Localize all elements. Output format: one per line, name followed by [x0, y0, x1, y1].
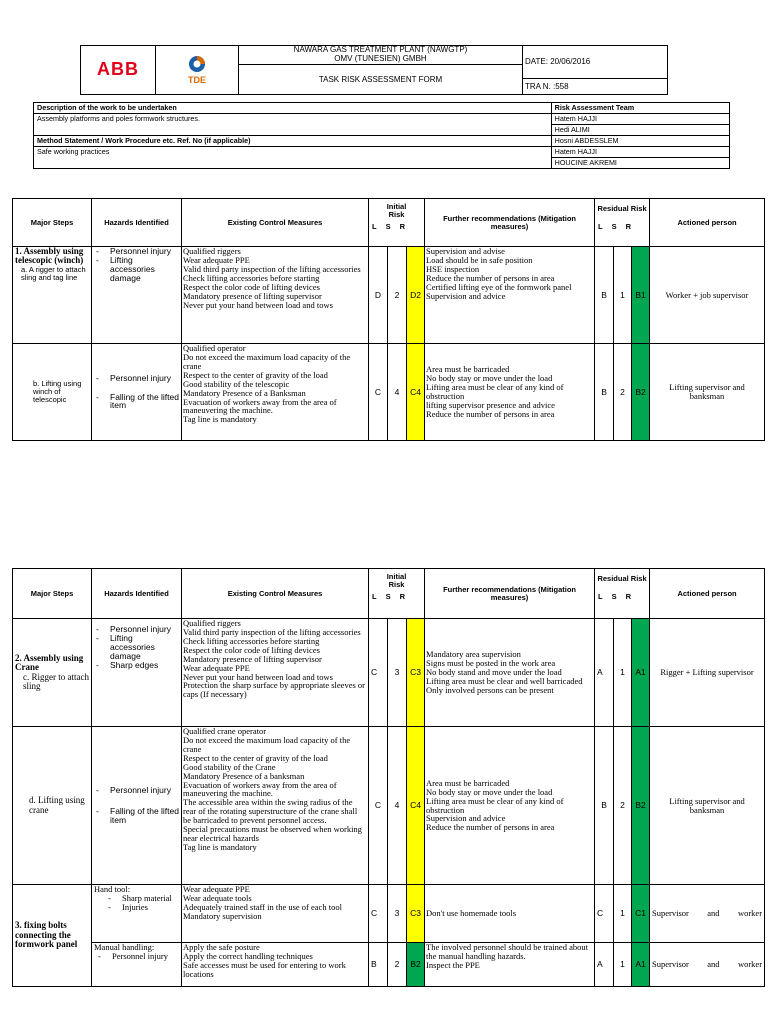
step-sub: c. Rigger to attach sling [23, 671, 89, 691]
recs-cell: Area must be barricaded No body stay or move under the load Lifting area must be clear of any kind of obstruction Supervision and advice Reduce the number of persons in area [425, 727, 595, 885]
team-member: Hosni ABDESSLEM [551, 136, 729, 147]
hazards-cell: - Personnel injury - Lifting accessories damage - Sharp edges [92, 619, 182, 727]
residual-r: C1 [632, 885, 650, 943]
initial-s: 3 [388, 885, 407, 943]
actioned-person: Worker + job supervisor [650, 247, 765, 344]
initial-r: D2 [407, 247, 425, 344]
initial-l: C [369, 727, 388, 885]
method-value: Safe working practices [34, 147, 552, 169]
initial-r: C3 [407, 885, 425, 943]
tde-logo-icon [186, 55, 208, 73]
residual-r: B2 [632, 344, 650, 441]
col-hazards: Hazards Identified [92, 569, 182, 619]
col-initial-risk: Initial Risk L S R [369, 199, 425, 247]
initial-s: 4 [388, 727, 407, 885]
initial-r: B2 [407, 943, 425, 987]
actioned-person: Supervisor and worker [650, 943, 765, 987]
initial-l: C [369, 344, 388, 441]
initial-l: B [369, 943, 388, 987]
recs-cell: Supervision and advise Load should be in safe position HSE inspection Reduce the number of persons in area Certified lifting eye of the formwork panel Supervision and advice [425, 247, 595, 344]
residual-l: A [595, 943, 614, 987]
initial-l: C [369, 619, 388, 727]
col-hazards: Hazards Identified [92, 199, 182, 247]
plant-name: NAWARA GAS TREATMENT PLANT (NAWGTP) [293, 45, 468, 54]
residual-r: A1 [632, 619, 650, 727]
step-title: 2. Assembly using Crane [15, 652, 84, 673]
abb-logo [81, 46, 156, 95]
description-table [33, 102, 730, 169]
col-controls: Existing Control Measures [182, 199, 369, 247]
col-further: Further recommendations (Mitigation measures) [425, 199, 595, 247]
residual-l: B [595, 727, 614, 885]
actioned-person: Rigger + Lifting supervisor [650, 619, 765, 727]
residual-s: 2 [614, 344, 632, 441]
form-title: TASK RISK ASSESSMENT FORM [239, 64, 523, 94]
risk-table-2 [12, 568, 765, 987]
table-row [13, 727, 765, 885]
hazards-cell: - Personnel injury - Lifting accessories damage [92, 247, 182, 344]
residual-s: 1 [614, 247, 632, 344]
hazards-cell: Hand tool: - Sharp material - Injuries [92, 885, 182, 943]
hazards-cell: - Personnel injury - Falling of the lifted item [92, 727, 182, 885]
recs-cell: Don't use homemade tools [425, 885, 595, 943]
actioned-person: Supervisor and worker [650, 885, 765, 943]
step-sub: a. A rigger to attach sling and tag line [21, 264, 86, 282]
tra-number: TRA N. :558 [523, 78, 668, 94]
table-header-row [13, 569, 765, 619]
controls-cell: Qualified riggers Wear adequate PPE Valid third party inspection of the lifting accessories Check lifting accessories before starting Respect the color code of lifting devices Mandatory presence of lifting supervisor Never put your hand between load and tows [182, 247, 369, 344]
date: DATE: 20/06/2016 [523, 46, 668, 79]
recs-cell: The involved personnel should be trained about the manual handling hazards. Inspect the PPE [425, 943, 595, 987]
company-name: OMV (TUNESIEN) GMBH [334, 53, 427, 63]
hazards-cell: Manual handling: - Personnel injury [92, 943, 182, 987]
actioned-person: Lifting supervisor and banksman [650, 727, 765, 885]
col-residual-risk: Residual Risk L S R [595, 569, 650, 619]
initial-s: 3 [388, 619, 407, 727]
initial-l: C [369, 885, 388, 943]
method-label: Method Statement / Work Procedure etc. Ref. No (if applicable) [34, 136, 552, 147]
residual-l: C [595, 885, 614, 943]
work-value: Assembly platforms and poles formwork structures. [34, 114, 552, 136]
controls-cell: Qualified riggers Valid third party inspection of the lifting accessories Check lifting accessories before starting Respect the color code of lifting devices Mandatory presence of lifting supervisor Wear adequate PPE Never put your hand between load and tows Protection the sharp surface by appropriate sleeves or caps (If necessary) [182, 619, 369, 727]
table-row [13, 885, 765, 943]
table-row [13, 344, 765, 441]
controls-cell: Qualified operator Do not exceed the maximum load capacity of the crane Respect to the center of gravity of the load Good stability of the telescopic Mandatory Presence of a Banksman Evacuation of workers away from the area of maneuvering the machine. Tag line is mandatory [182, 344, 369, 441]
team-member: HOUCINE AKREMI [551, 158, 729, 169]
team-member: Hatem HAJJI [551, 147, 729, 158]
step-sub: b. Lifting using winch of telescopic [33, 379, 82, 404]
residual-l: B [595, 247, 614, 344]
initial-s: 4 [388, 344, 407, 441]
table-row [13, 619, 765, 727]
col-controls: Existing Control Measures [182, 569, 369, 619]
abb-logo-text: ABB [97, 59, 139, 80]
initial-l: D [369, 247, 388, 344]
team-label: Risk Assessment Team [551, 103, 729, 114]
residual-l: B [595, 344, 614, 441]
team-member: Hatem HAJJI [551, 114, 729, 125]
col-actioned: Actioned person [650, 199, 765, 247]
actioned-person: Lifting supervisor and banksman [650, 344, 765, 441]
step-cell [13, 727, 92, 885]
tde-logo-text: TDE [188, 74, 206, 85]
tde-logo [156, 46, 239, 95]
residual-r: A1 [632, 943, 650, 987]
plant-cell [239, 46, 523, 65]
residual-s: 2 [614, 727, 632, 885]
controls-cell: Qualified crane operator Do not exceed the maximum load capacity of the crane Respect to the center of gravity of the load Good stability of the Crane Mandatory Presence of a banksman Evacuation of workers away from the area of maneuvering the machine. The accessible area within the swing radius of the rear of the rotating superstructure of the crane shall be barricaded to prevent personnel access. Special precautions must be observed when working near electrical hazards Tag line is mandatory [182, 727, 369, 885]
initial-r: C4 [407, 727, 425, 885]
table-header-row [13, 199, 765, 247]
recs-cell: Area must be barricaded No body stay or move under the load Lifting area must be clear of any kind of obstruction lifting supervisor presence and advice Reduce the number of persons in area [425, 344, 595, 441]
initial-s: 2 [388, 247, 407, 344]
step-title: 3. fixing bolts connecting the formwork panel [15, 920, 78, 950]
residual-s: 1 [614, 619, 632, 727]
controls-cell: Apply the safe posture Apply the correct handling techniques Safe accesses must be used for entering to work locations [182, 943, 369, 987]
hazards-cell: - Personnel injury - Falling of the lifted item [92, 344, 182, 441]
col-major-steps: Major Steps [13, 569, 92, 619]
initial-s: 2 [388, 943, 407, 987]
recs-cell: Mandatory area supervision Signs must be posted in the work area No body stand and move under the load Lifting area must be clear and well barricaded Only involved persons can be present [425, 619, 595, 727]
step-cell [13, 344, 92, 441]
col-residual-risk: Residual Risk L S R [595, 199, 650, 247]
residual-l: A [595, 619, 614, 727]
col-further: Further recommendations (Mitigation measures) [425, 569, 595, 619]
initial-r: C3 [407, 619, 425, 727]
residual-r: B1 [632, 247, 650, 344]
work-label: Description of the work to be undertaken [34, 103, 552, 114]
step-title: 1. Assembly using telescopic (winch) [15, 246, 84, 266]
step-cell [13, 885, 92, 987]
initial-r: C4 [407, 344, 425, 441]
col-actioned: Actioned person [650, 569, 765, 619]
controls-cell: Wear adequate PPE Wear adequate tools Adequately trained staff in the use of each tool Mandatory supervision [182, 885, 369, 943]
table-row [13, 943, 765, 987]
step-sub: d. Lifting using crane [29, 795, 85, 815]
residual-r: B2 [632, 727, 650, 885]
table-row [13, 247, 765, 344]
step-cell [13, 619, 92, 727]
team-member: Hedi ALIMI [551, 125, 729, 136]
residual-s: 1 [614, 943, 632, 987]
header-table [80, 45, 668, 95]
residual-s: 1 [614, 885, 632, 943]
step-cell [13, 247, 92, 344]
col-initial-risk: Initial Risk L S R [369, 569, 425, 619]
risk-table-1 [12, 198, 765, 441]
col-major-steps: Major Steps [13, 199, 92, 247]
